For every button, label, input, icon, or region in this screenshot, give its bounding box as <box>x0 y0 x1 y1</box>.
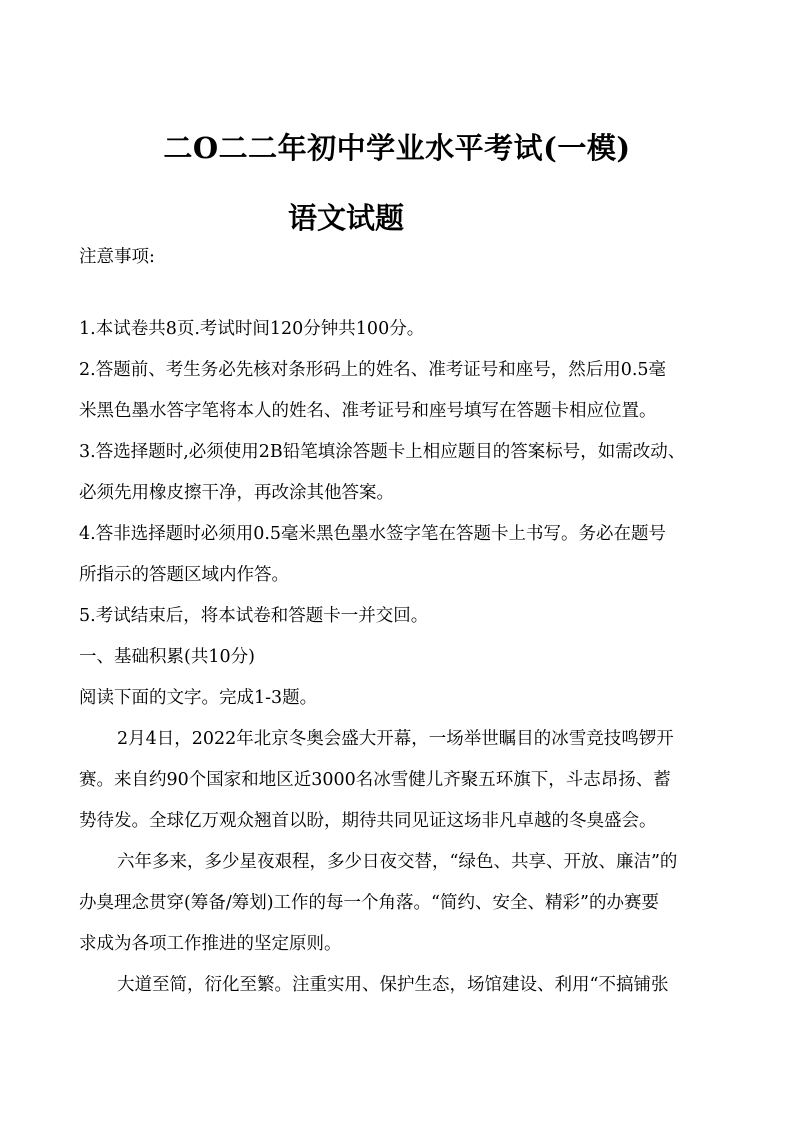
passage-line: 势待发。全球亿万观众翘首以盼，期待共同见证这场非凡卓越的冬臭盛会。 <box>79 811 657 831</box>
passage-line: 大道至简，衍化至繁。注重实用、保护生态，场馆建设、利用“不搞铺张 <box>117 975 669 995</box>
exam-title: 二O二二年初中学业水平考试(一模) <box>163 131 631 165</box>
passage-line: 求成为各项工作推进的坚定原则。 <box>79 934 342 954</box>
notice-line: 4.答非选择题时必须用0.5毫米黑色墨水签字笔在答题卡上书写。务必在题号 <box>79 524 667 544</box>
passage-line: 六年多来，多少星夜艰程，多少日夜交替，“绿色、共享、开放、廉洁”的 <box>117 852 678 872</box>
notice-line: 所指示的答题区域内作答。 <box>79 565 289 585</box>
passage-line: 赛。来自约90个国家和地区近3000名冰雪健儿齐聚五环旗下，斗志昂扬、蓄 <box>79 770 671 790</box>
exam-subtitle: 语文试题 <box>288 201 405 235</box>
passage-line: 2月4日，2022年北京冬奥会盛大开幕，一场举世瞩目的冰雪竞技鸣锣开 <box>117 729 674 749</box>
passage-line: 办臭理念贯穿(筹备/筹划)工作的每一个角落。“简约、安全、精彩”的办赛要 <box>79 893 659 913</box>
notice-line: 3.答选择题时,必须使用2B铅笔填涂答题卡上相应题目的答案标号，如需改动、 <box>79 442 686 462</box>
section-instruction: 阅读下面的文字。完成1-3题。 <box>79 688 318 708</box>
notice-heading: 注意事项: <box>79 247 155 267</box>
notice-line: 1.本试卷共8页.考试时间120分钟共100分。 <box>79 319 425 339</box>
section-heading: 一、基础积累(共10分) <box>79 647 255 667</box>
notice-line: 2.答题前、考生务必先核对条形码上的姓名、准考证号和座号，然后用0.5毫 <box>79 360 667 380</box>
notice-line: 5.考试结束后，将本试卷和答题卡一并交回。 <box>79 606 429 626</box>
notice-line: 必须先用橡皮擦干净，再改涂其他答案。 <box>79 483 394 503</box>
notice-line: 米黑色墨水答字笔将本人的姓名、准考证号和座号填写在答题卡相应位置。 <box>79 401 657 421</box>
